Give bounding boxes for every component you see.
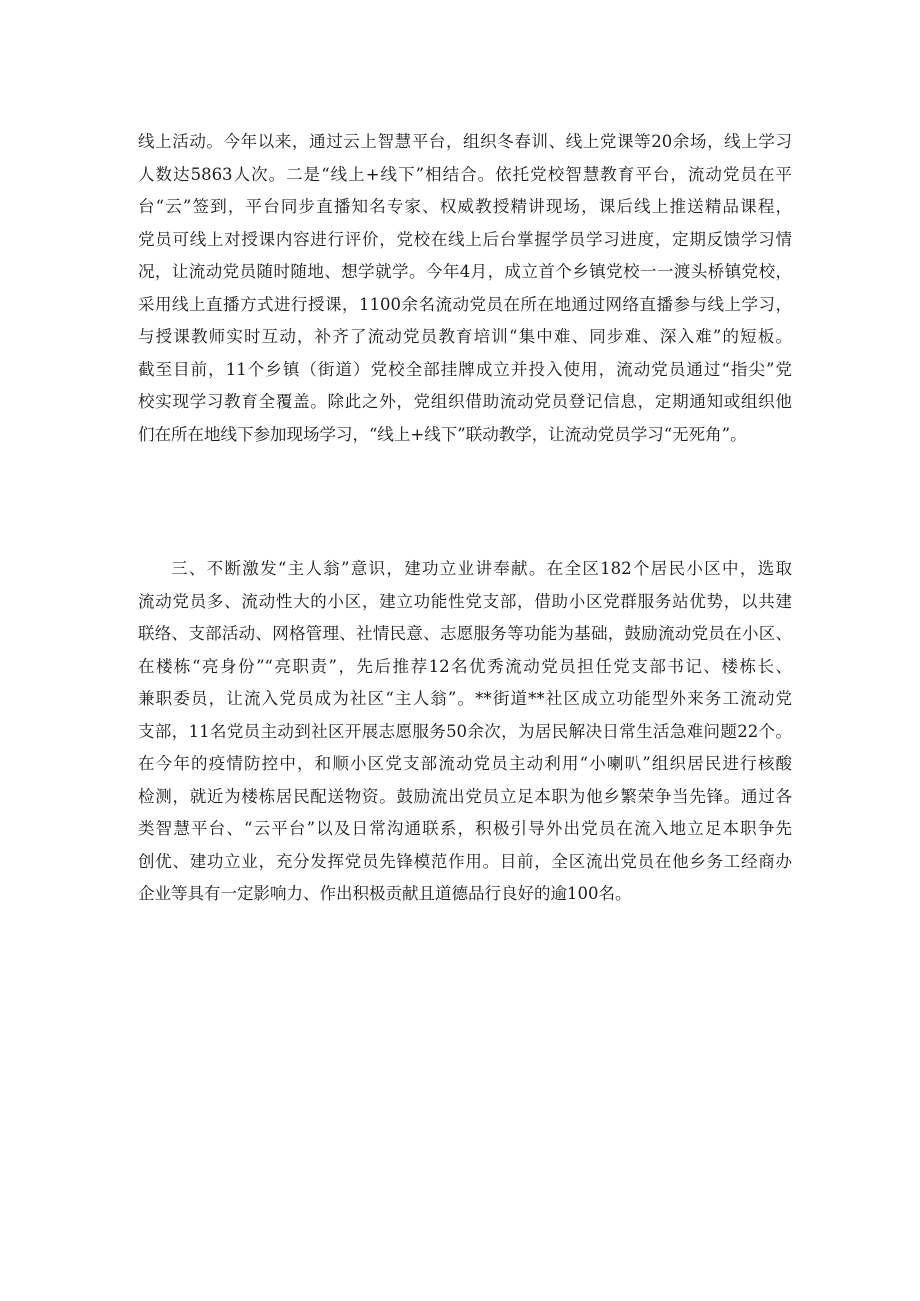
- text-line: 台“云”签到，平台同步直播知名专家、权威教授精讲现场，课后线上推送精品课程，: [138, 197, 792, 216]
- text-line: 们在所在地线下参加现场学习，“线上+线下”联动教学，让流动党员学习“无死角”。: [138, 424, 747, 444]
- text-line: 检测，就近为楼栋居民配送物资。鼓励流出党员立足本职为他乡繁荣争当先锋。通过各: [138, 786, 792, 806]
- text-line: 在今年的疫情防控中，和顺小区党支部流动党员主动利用“小喇叭”组织居民进行核酸: [138, 754, 792, 773]
- text-line: 线上活动。今年以来，通过云上智慧平台，组织冬春训、线上党课等20余场，线上学习: [138, 132, 792, 151]
- paragraph-1: [138, 126, 792, 451]
- text-line: 人数达5863人次。二是“线上+线下”相结合。依托党校智慧教育平台，流动党员在平: [138, 164, 792, 184]
- text-line: 联络、支部活动、网格管理、社情民意、志愿服务等功能为基础，鼓励流动党员在小区、: [138, 624, 792, 643]
- text-line: 校实现学习教育全覆盖。除此之外，党组织借助流动党员登记信息，定期通知或组织他: [138, 392, 792, 411]
- text-line: 类智慧平台、“云平台”以及日常沟通联系，积极引导外出党员在流入地立足本职争先: [138, 819, 792, 838]
- text-line: 企业等具有一定影响力、作出积极贡献且道德品行良好的逾100名。: [138, 884, 632, 903]
- text-line: 流动党员多、流动性大的小区，建立功能性党支部，借助小区党群服务站优势，以共建: [138, 591, 792, 611]
- text-line: 与授课教师实时互动，补齐了流动党员教育培训“集中难、同步难、深入难”的短板。: [138, 327, 792, 346]
- text-line: 三、不断激发“主人翁”意识，建功立业讲奉献。在全区182个居民小区中，选取: [171, 559, 792, 578]
- text-line: 况，让流动党员随时随地、想学就学。今年4月，成立首个乡镇党校一一渡头桥镇党校，: [138, 262, 792, 281]
- text-line: 党员可线上对授课内容进行评价，党校在线上后台掌握学员学习进度，定期反馈学习情: [138, 229, 792, 249]
- text-line: 创优、建功立业，充分发挥党员先锋模范作用。目前，全区流出党员在他乡务工经商办: [138, 851, 792, 871]
- text-line: 在楼栋“亮身份”“亮职责”，先后推荐12名优秀流动党员担任党支部书记、楼栋长、: [138, 656, 792, 676]
- text-line: 兼职委员，让流入党员成为社区“主人翁”。**街道**社区成立功能型外来务工流动党: [138, 689, 792, 708]
- text-line: 支部，11名党员主动到社区开展志愿服务50余次，为居民解决日常生活急难问题22个。: [138, 721, 792, 741]
- text-line: 截至目前，11个乡镇（街道）党校全部挂牌成立并投入使用，流动党员通过“指尖”党: [138, 359, 792, 379]
- text-line: 采用线上直播方式进行授课，1100余名流动党员在所在地通过网络直播参与线上学习，: [138, 294, 792, 314]
- paragraph-2: [138, 553, 792, 911]
